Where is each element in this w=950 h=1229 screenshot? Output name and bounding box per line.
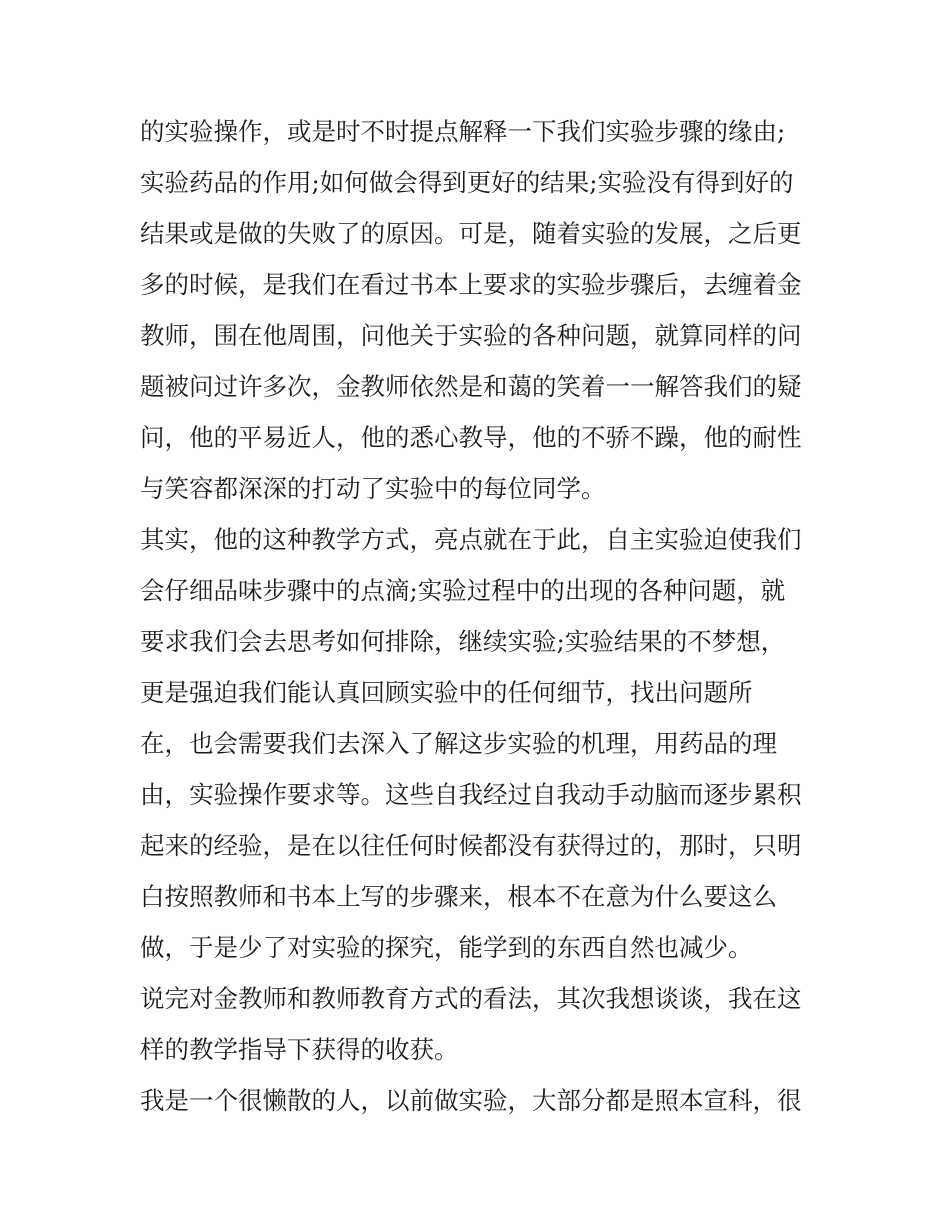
text-line: 起来的经验，是在以往任何时候都没有获得过的，那时，只明 [140, 831, 802, 860]
text-line: 做，于是少了对实验的探究，能学到的东西自然也减少。 [140, 933, 753, 962]
text-line: 在，也会需要我们去深入了解这步实验的机理，用药品的理 [140, 729, 777, 758]
text-line: 更是强迫我们能认真回顾实验中的任何细节，找出问题所 [140, 678, 753, 707]
text-line: 其实，他的这种教学方式，亮点就在于此，自主实验迫使我们 [140, 525, 802, 554]
text-line: 结果或是做的失败了的原因。可是，随着实验的发展，之后更 [140, 219, 802, 248]
text-line: 与笑容都深深的打动了实验中的每位同学。 [140, 474, 606, 503]
text-line: 题被问过许多次，金教师依然是和蔼的笑着一一解答我们的疑 [140, 372, 802, 401]
text-line: 问，他的平易近人，他的悉心教导，他的不骄不躁，他的耐性 [140, 423, 802, 452]
text-line: 白按照教师和书本上写的步骤来，根本不在意为什么要这么 [140, 882, 777, 911]
text-line: 样的教学指导下获得的收获。 [140, 1035, 459, 1064]
text-line: 教师，围在他周围，问他关于实验的各种问题，就算同样的问 [140, 321, 802, 350]
text-line: 我是一个很懒散的人，以前做实验，大部分都是照本宣科，很 [140, 1086, 802, 1115]
text-line: 由，实验操作要求等。这些自我经过自我动手动脑而逐步累积 [140, 780, 802, 809]
text-line: 说完对金教师和教师教育方式的看法，其次我想谈谈，我在这 [140, 984, 802, 1013]
text-line: 多的时候，是我们在看过书本上要求的实验步骤后，去缠着金 [140, 270, 802, 299]
text-line: 的实验操作，或是时不时提点解释一下我们实验步骤的缘由; [140, 117, 786, 146]
text-line: 实验药品的作用;如何做会得到更好的结果;实验没有得到好的 [140, 168, 794, 197]
text-line: 会仔细品味步骤中的点滴;实验过程中的出现的各种问题，就 [140, 576, 786, 605]
text-line: 要求我们会去思考如何排除，继续实验;实验结果的不梦想， [140, 627, 786, 656]
document-body [140, 106, 830, 1126]
